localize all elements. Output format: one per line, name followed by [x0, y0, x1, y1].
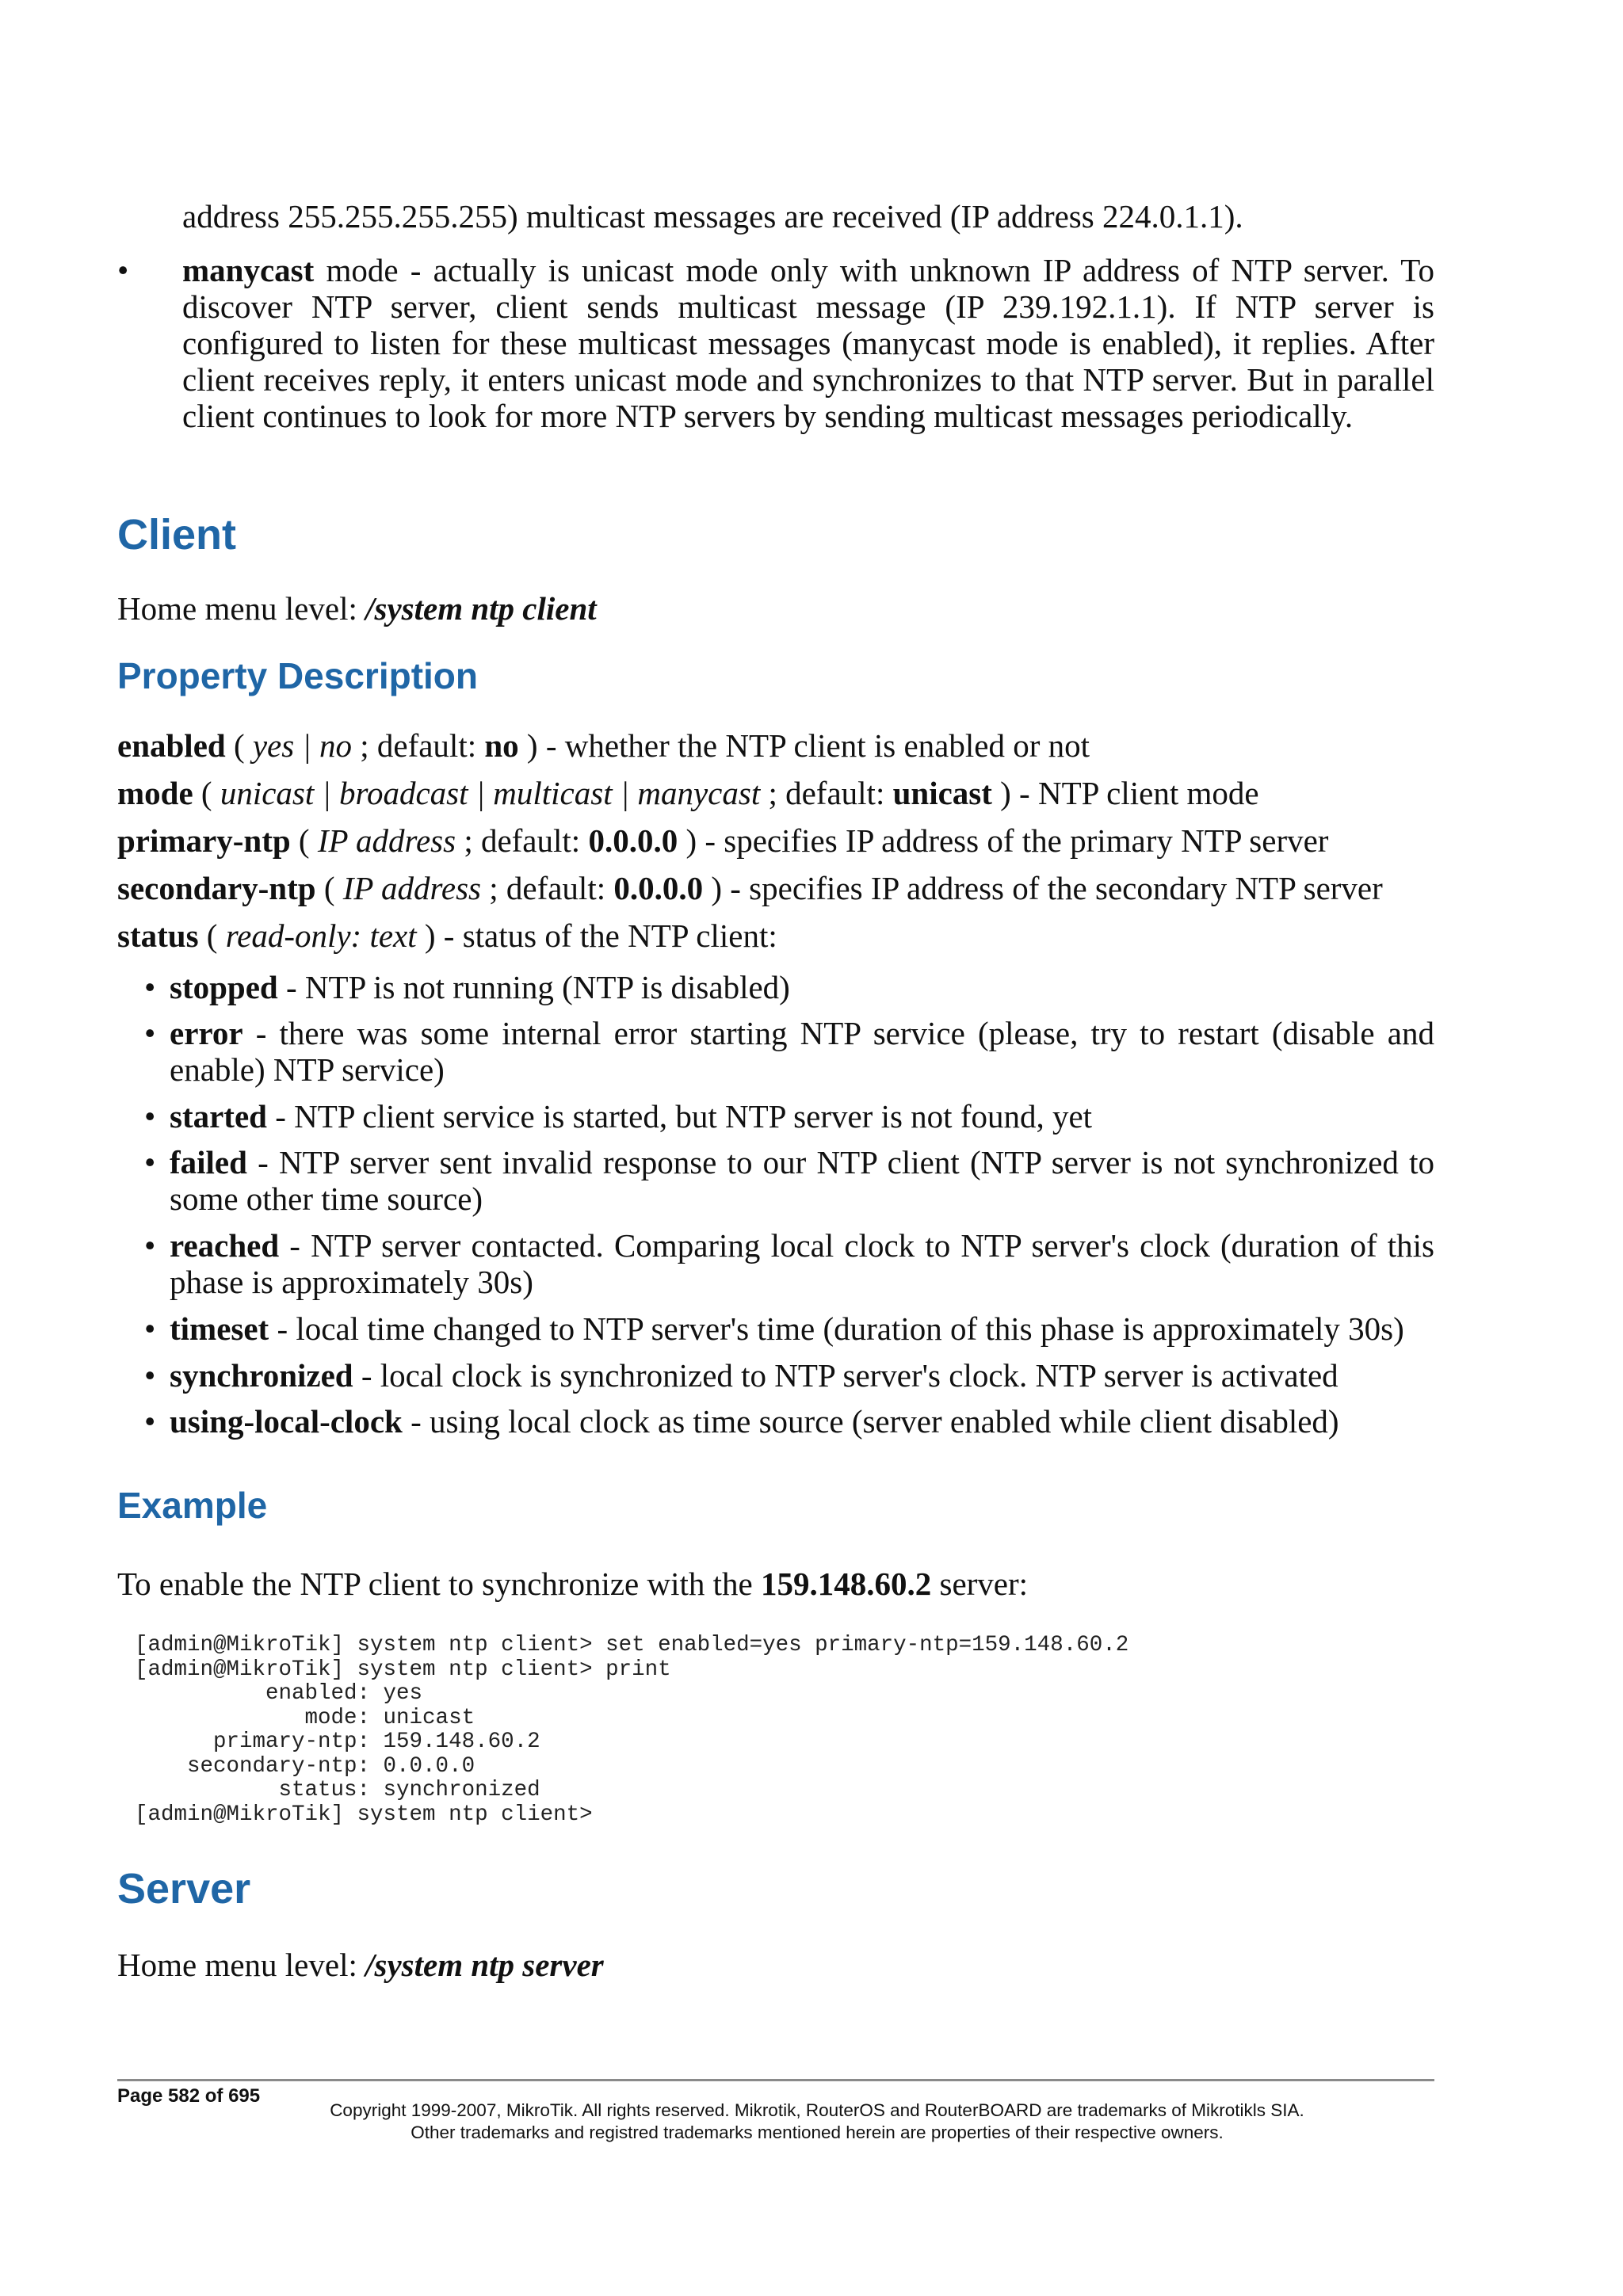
property-default-value: no: [484, 727, 519, 764]
bullet-marker: •: [144, 1227, 156, 1264]
client-menu-level: [117, 590, 1434, 627]
property-description: ) - status of the NTP client:: [416, 917, 777, 954]
example-prefix: To enable the NTP client to synchronize with the: [117, 1566, 761, 1602]
property-default-value: unicast: [892, 775, 992, 811]
property-name: mode: [117, 775, 193, 811]
manycast-text: mode - actually is unicast mode only with unknown IP address of NTP server. To discover NTP server, client sends multicast message (IP 239.192.1.1). If NTP server is configured to listen for these multicast messages (manycast mode is enabled), it replies. After client receives reply, it enters unicast mode and synchronizes to that NTP server. But in parallel client continues to look for more NTP servers by sending multicast messages periodically.: [182, 252, 1434, 434]
property-name: status: [117, 917, 199, 954]
bullet-marker: •: [144, 1357, 156, 1394]
property-default-label: ; default:: [480, 870, 614, 906]
property-open: (: [193, 775, 220, 811]
bullet-marker: •: [117, 252, 129, 288]
server-menu-level: [117, 1947, 1434, 1983]
property-open: (: [290, 822, 318, 859]
property-status: [117, 917, 1434, 954]
property-types: read-only: text: [225, 917, 417, 954]
bullet-marker: •: [144, 969, 156, 1005]
bullet-marker: •: [144, 1403, 156, 1440]
status-term: synchronized: [170, 1357, 353, 1394]
server-heading: Server: [117, 1865, 251, 1913]
server-menu-path: /system ntp server: [365, 1947, 604, 1983]
status-description: - local time changed to NTP server's time (duration of this phase is approximately 30s): [269, 1310, 1404, 1347]
bullet-marker: •: [144, 1015, 156, 1051]
client-menu-prefix: Home menu level:: [117, 590, 366, 627]
property-name: enabled: [117, 727, 226, 764]
property-secondary-ntp: [117, 870, 1434, 906]
property-primary-ntp: [117, 822, 1434, 859]
example-heading: Example: [117, 1485, 268, 1526]
property-types: unicast | broadcast | multicast | manycast: [220, 775, 761, 811]
example-ip: 159.148.60.2: [760, 1566, 932, 1602]
status-term: error: [170, 1015, 243, 1051]
status-description: - NTP is not running (NTP is disabled): [277, 969, 790, 1005]
property-enabled: [117, 727, 1434, 764]
example-intro: [117, 1566, 1434, 1602]
property-types: yes | no: [252, 727, 352, 764]
manycast-term: manycast: [182, 252, 315, 288]
status-description: - using local clock as time source (server enabled while client disabled): [402, 1403, 1339, 1440]
property-default-label: ; default:: [456, 822, 589, 859]
property-open: (: [198, 917, 226, 954]
property-description: ) - specifies IP address of the primary NTP server: [678, 822, 1329, 859]
footer-copyright: [158, 2100, 1476, 2144]
example-code-block: [admin@MikroTik] system ntp client> set enabled=yes primary-ntp=159.148.60.2 [admin@MikroTik] system ntp client> print enabled: yes mode: unicast primary-ntp: 159.148.60.2 secondary-ntp: 0.0.0.0 status: synchronized [admin@MikroTik] system ntp client>: [135, 1633, 1129, 1827]
status-item-text: [170, 1310, 1434, 1347]
bullet-marker: •: [144, 1098, 156, 1135]
bullet-marker: •: [144, 1310, 156, 1347]
footer-divider: [117, 2079, 1434, 2081]
property-description-heading: Property Description: [117, 655, 478, 696]
status-item-text: [170, 969, 1434, 1005]
property-types: IP address: [317, 822, 456, 859]
intro-continuation: address 255.255.255.255) multicast messages are received (IP address 224.0.1.1).: [182, 198, 1243, 235]
property-types: IP address: [342, 870, 481, 906]
client-menu-path: /system ntp client: [365, 590, 597, 627]
status-description: - NTP server contacted. Comparing local clock to NTP server's clock (duration of this phase is approximately 30s): [170, 1227, 1434, 1300]
footer-copyright-line-1: Copyright 1999-2007, MikroTik. All rights reserved. Mikrotik, RouterOS and RouterBOARD are trademarks of Mikrotikls SIA.: [330, 2100, 1304, 2120]
property-description: ) - whether the NTP client is enabled or not: [518, 727, 1090, 764]
property-default-label: ; default:: [351, 727, 485, 764]
status-description: - NTP server sent invalid response to our NTP client (NTP server is not synchronized to some other time source): [170, 1144, 1434, 1217]
property-open: (: [315, 870, 343, 906]
status-item-text: [170, 1144, 1434, 1217]
status-term: stopped: [170, 969, 278, 1005]
property-description: ) - NTP client mode: [991, 775, 1259, 811]
status-item-text: [170, 1098, 1434, 1135]
status-item-text: [170, 1227, 1434, 1300]
property-default-value: 0.0.0.0: [613, 870, 704, 906]
property-open: (: [225, 727, 253, 764]
manycast-description: [182, 252, 1434, 434]
server-menu-prefix: Home menu level:: [117, 1947, 366, 1983]
footer-copyright-line-2: Other trademarks and registred trademarks mentioned herein are properties of their respective owners.: [411, 2122, 1224, 2142]
status-description: - local clock is synchronized to NTP server's clock. NTP server is activated: [353, 1357, 1338, 1394]
example-suffix: server:: [931, 1566, 1029, 1602]
bullet-marker: •: [144, 1144, 156, 1180]
status-item-text: [170, 1015, 1434, 1088]
status-term: timeset: [170, 1310, 269, 1347]
status-description: - NTP client service is started, but NTP server is not found, yet: [266, 1098, 1093, 1135]
status-term: failed: [170, 1144, 247, 1180]
property-mode: [117, 775, 1434, 811]
client-heading: Client: [117, 511, 237, 559]
status-term: reached: [170, 1227, 280, 1264]
status-term: started: [170, 1098, 267, 1135]
property-name: primary-ntp: [117, 822, 291, 859]
status-term: using-local-clock: [170, 1403, 403, 1440]
status-description: - there was some internal error starting NTP service (please, try to restart (disable and enable) NTP service): [170, 1015, 1434, 1088]
property-name: secondary-ntp: [117, 870, 316, 906]
footer-page-number: Page 582 of 695: [117, 2085, 261, 2107]
property-default-value: 0.0.0.0: [588, 822, 678, 859]
status-item-text: [170, 1357, 1434, 1394]
property-default-label: ; default:: [760, 775, 893, 811]
status-item-text: [170, 1403, 1434, 1440]
property-description: ) - specifies IP address of the secondary NTP server: [703, 870, 1383, 906]
